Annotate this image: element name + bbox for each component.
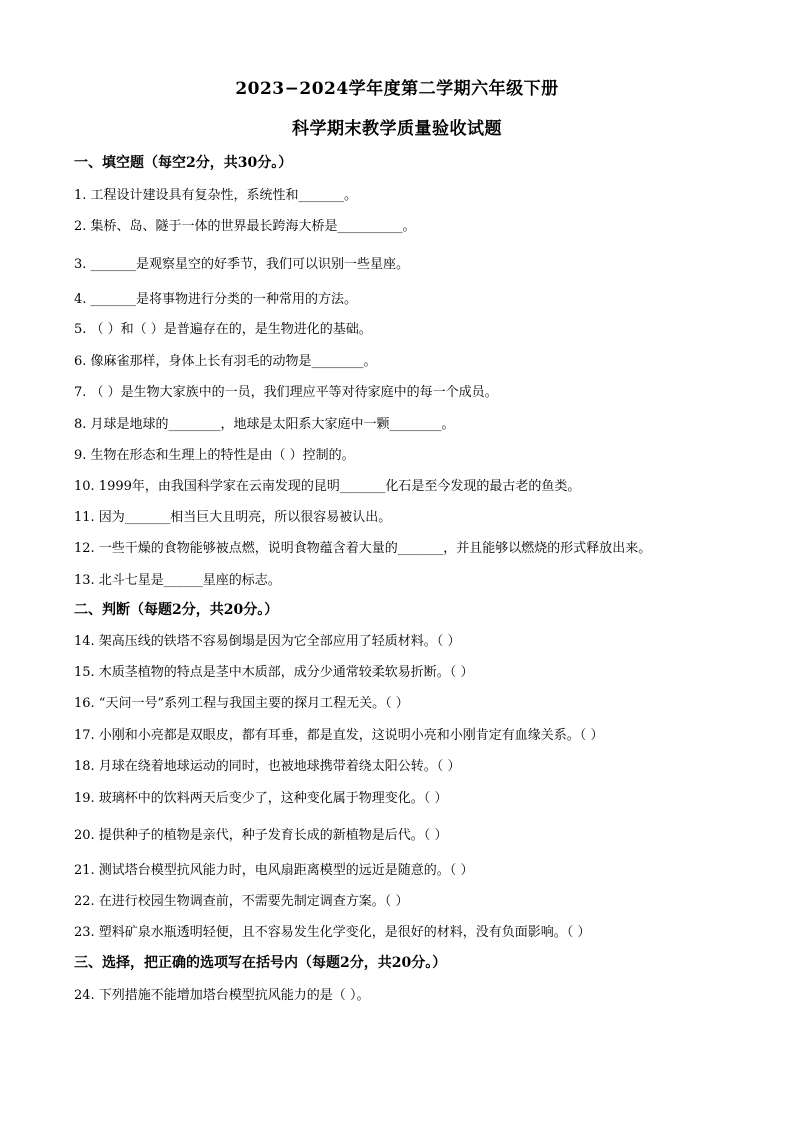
- question-17: 17. 小刚和小亮都是双眼皮，都有耳垂，都是直发，这说明小亮和小刚肯定有血缘关系。（ ）: [74, 728, 604, 743]
- question-9: 9. 生物在形态和生理上的特性是由（ ）控制的。: [74, 448, 355, 463]
- question-24: 24. 下列措施不能增加塔台模型抗风能力的是（ ）。: [74, 988, 370, 1003]
- question-13: 13. 北斗七星是______星座的标志。: [74, 573, 281, 588]
- question-21: 21. 测试塔台模型抗风能力时，电风扇距离模型的远近是随意的。（ ）: [74, 863, 474, 878]
- question-16: 16. “天问一号”系列工程与我国主要的探月工程无关。（ ）: [74, 696, 409, 711]
- question-4: 4. _______是将事物进行分类的一种常用的方法。: [74, 292, 358, 307]
- section-heading-fill-blank: 一、填空题（每空2分，共30分。）: [74, 155, 293, 171]
- question-14: 14. 架高压线的铁塔不容易倒塌是因为它全部应用了轻质材料。（ ）: [74, 634, 461, 649]
- exam-title-line2: 科学期末教学质量验收试题: [292, 119, 502, 139]
- question-8: 8. 月球是地球的________，地球是太阳系大家庭中一颗________。: [74, 417, 455, 432]
- question-22: 22. 在进行校园生物调查前，不需要先制定调查方案。（ ）: [74, 894, 409, 909]
- question-10: 10. 1999年，由我国科学家在云南发现的昆明_______化石是至今发现的最古老的鱼类。: [74, 479, 581, 494]
- exam-title-line1: 2023−2024学年度第二学期六年级下册: [235, 79, 559, 99]
- question-3: 3. _______是观察星空的好季节，我们可以识别一些星座。: [74, 257, 410, 272]
- question-18: 18. 月球在绕着地球运动的同时，也被地球携带着绕太阳公转。（ ）: [74, 759, 461, 774]
- question-5: 5. （ ）和（ ）是普遍存在的，是生物进化的基础。: [74, 322, 372, 337]
- question-23: 23. 塑料矿泉水瓶透明轻便，且不容易发生化学变化，是很好的材料，没有负面影响。（ ）: [74, 925, 591, 940]
- question-15: 15. 木质茎植物的特点是茎中木质部，成分少通常较柔软易折断。（ ）: [74, 665, 474, 680]
- question-2: 2. 集桥、岛、隧于一体的世界最长跨海大桥是__________。: [74, 219, 416, 234]
- section-heading-true-false: 二、判断（每题2分，共20分。）: [74, 602, 279, 618]
- question-11: 11. 因为_______相当巨大且明亮，所以很容易被认出。: [74, 510, 392, 525]
- question-1: 1. 工程设计建设具有复杂性，系统性和_______。: [74, 188, 358, 203]
- question-6: 6. 像麻雀那样，身体上长有羽毛的动物是________。: [74, 354, 377, 369]
- question-12: 12. 一些干燥的食物能够被点燃，说明食物蕴含着大量的_______，并且能够以燃烧的形式释放出来。: [74, 541, 652, 556]
- question-19: 19. 玻璃杯中的饮料两天后变少了，这种变化属于物理变化。（ ）: [74, 791, 448, 806]
- question-7: 7. （ ）是生物大家族中的一员，我们理应平等对待家庭中的每一个成员。: [74, 385, 498, 400]
- section-heading-multiple-choice: 三、选择，把正确的选项写在括号内（每题2分，共20分。）: [74, 955, 447, 971]
- question-20: 20. 提供种子的植物是亲代，种子发育长成的新植物是后代。（ ）: [74, 828, 448, 843]
